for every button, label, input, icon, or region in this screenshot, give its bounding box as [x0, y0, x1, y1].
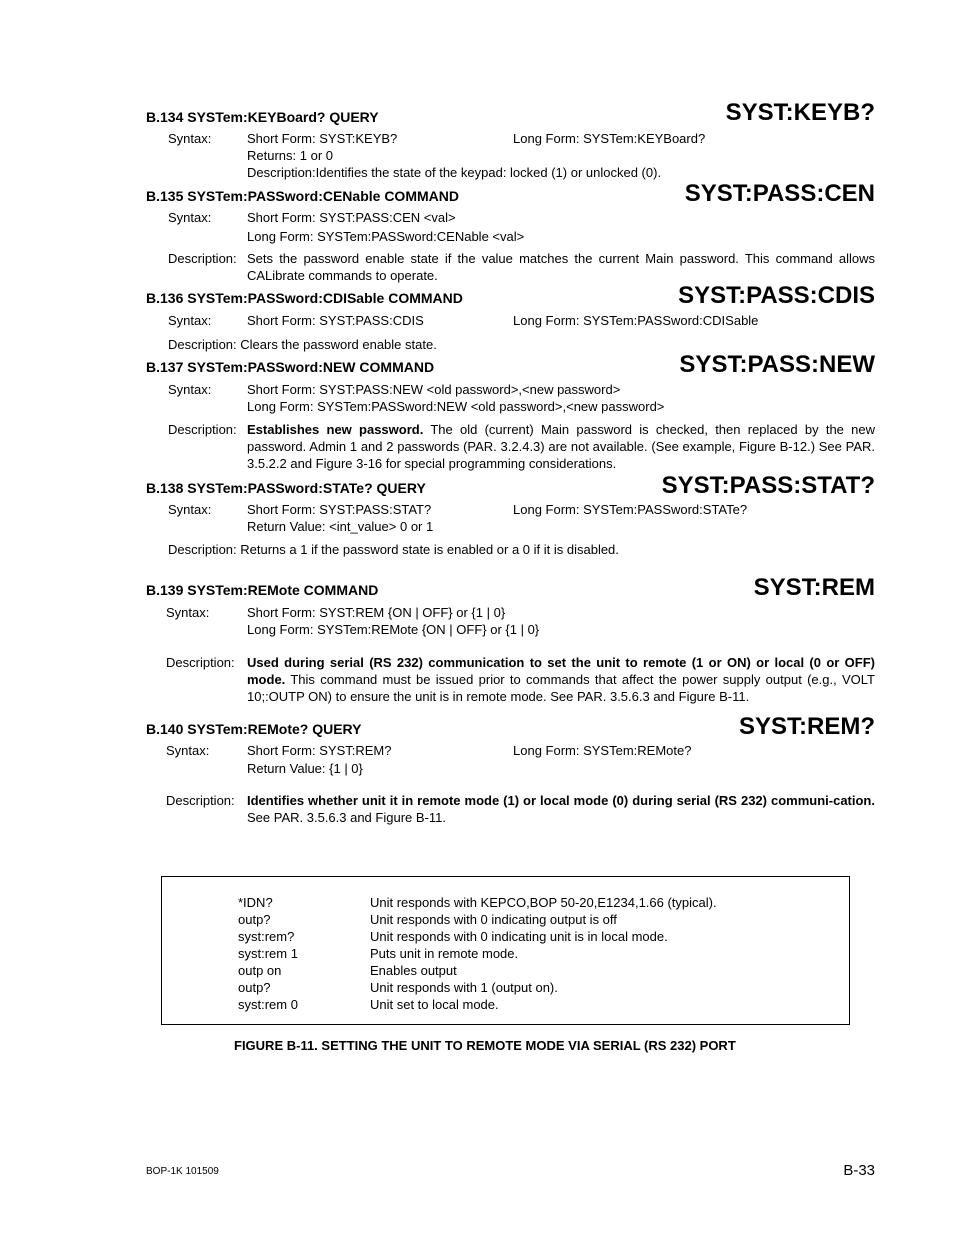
section-title-b136: B.136 SYSTem:PASSword:CDISable COMMAND — [146, 290, 463, 306]
figure-response: Unit responds with 0 indicating output is off — [370, 912, 617, 927]
short-form: Short Form: SYST:KEYB? — [247, 131, 398, 146]
description-text: See PAR. 3.5.6.3 and Figure B-11. — [247, 810, 446, 825]
figure-command: *IDN? — [238, 895, 273, 910]
syntax-label: Syntax: — [168, 131, 212, 146]
section-title-b134: B.134 SYSTem:KEYBoard? QUERY — [146, 109, 379, 125]
figure-box — [161, 876, 850, 1025]
description — [247, 421, 875, 472]
long-form: Long Form: SYSTem:PASSword:STATe? — [513, 502, 748, 517]
long-form: Long Form: SYSTem:REMote? — [513, 743, 692, 758]
syntax-label: Syntax: — [168, 313, 212, 328]
short-form: Short Form: SYST:PASS:NEW <old password>,<new password> — [247, 382, 621, 397]
description-label: Description: — [166, 655, 235, 670]
description — [247, 792, 875, 826]
mnemonic-b139: SYST:REM — [753, 574, 875, 601]
returns: Returns: 1 or 0 — [247, 148, 333, 163]
section-title-b137: B.137 SYSTem:PASSword:NEW COMMAND — [146, 359, 435, 375]
figure-command: outp? — [238, 912, 271, 927]
description-label: Description: — [168, 251, 237, 266]
mnemonic-b135: SYST:PASS:CEN — [684, 180, 875, 207]
figure-response: Unit responds with 1 (output on). — [370, 980, 558, 995]
return-value: Return Value: <int_value> 0 or 1 — [247, 519, 434, 534]
return-value: Return Value: {1 | 0} — [247, 761, 363, 776]
figure-response: Puts unit in remote mode. — [370, 946, 519, 961]
short-form: Short Form: SYST:PASS:CDIS — [247, 313, 424, 328]
syntax-label: Syntax: — [168, 210, 212, 225]
description-label: Description: — [166, 793, 235, 808]
figure-command: outp? — [238, 980, 271, 995]
figure-response: Enables output — [370, 963, 457, 978]
figure-response: Unit responds with 0 indicating unit is in local mode. — [370, 929, 668, 944]
mnemonic-b138: SYST:PASS:STAT? — [661, 472, 875, 499]
description-text: This command must be issued prior to commands that affect the power supply output (e.g., VOLT 10;:OUTP ON) to ensure the unit is in remote mode. See PAR. 3.5.6.3 and Figure B-11. — [247, 672, 875, 704]
description — [247, 250, 875, 284]
description: Description: Returns a 1 if the password state is enabled or a 0 if it is disabled. — [168, 542, 619, 557]
long-form: Long Form: SYSTem:REMote {ON | OFF} or {1 | 0} — [247, 622, 540, 637]
long-form: Long Form: SYSTem:PASSword:CENable <val> — [247, 229, 525, 244]
description: Description:Identifies the state of the keypad: locked (1) or unlocked (0). — [247, 165, 662, 180]
description — [247, 654, 875, 705]
syntax-label: Syntax: — [166, 605, 210, 620]
section-title-b135: B.135 SYSTem:PASSword:CENable COMMAND — [146, 188, 459, 204]
figure-command: outp on — [238, 963, 282, 978]
long-form: Long Form: SYSTem:PASSword:NEW <old password>,<new password> — [247, 399, 665, 414]
mnemonic-b140: SYST:REM? — [738, 713, 875, 740]
figure-command: syst:rem? — [238, 929, 295, 944]
footer-doc-id: BOP-1K 101509 — [146, 1166, 219, 1177]
short-form: Short Form: SYST:PASS:STAT? — [247, 502, 432, 517]
mnemonic-b134: SYST:KEYB? — [725, 99, 875, 126]
description-bold: Identifies whether unit it in remote mode (1) or local mode (0) during serial (RS 232) communi-cation. — [247, 793, 875, 808]
description-text: Sets the password enable state if the value matches the current Main password. This command allows CALibrate commands to operate. — [247, 251, 875, 283]
section-title-b138: B.138 SYSTem:PASSword:STATe? QUERY — [146, 480, 426, 496]
syntax-label: Syntax: — [168, 502, 212, 517]
short-form: Short Form: SYST:REM? — [247, 743, 392, 758]
short-form: Short Form: SYST:REM {ON | OFF} or {1 | 0} — [247, 605, 506, 620]
description-label: Description: — [168, 422, 237, 437]
description-bold: Used during serial (RS 232) communication to set the unit to remote (1 or ON) or local (0 or OFF) mode. — [247, 655, 875, 687]
long-form: Long Form: SYSTem:KEYBoard? — [513, 131, 706, 146]
description-text: The old (current) Main password is checked, then replaced by the new password. Admin 1 and 2 passwords (PAR. 3.2.4.3) are not available. (See example, Figure B-12.) See PAR. 3.5.2.2 and Figure 3-16 for special programming considerations. — [247, 422, 876, 471]
figure-command: syst:rem 1 — [238, 946, 298, 961]
syntax-label: Syntax: — [168, 382, 212, 397]
page-number: B-33 — [843, 1162, 875, 1179]
mnemonic-b136: SYST:PASS:CDIS — [678, 282, 875, 309]
description: Description: Clears the password enable state. — [168, 337, 437, 352]
syntax-label: Syntax: — [166, 743, 210, 758]
figure-response: Unit responds with KEPCO,BOP 50-20,E1234,1.66 (typical). — [370, 895, 717, 910]
figure-caption: FIGURE B-11. SETTING THE UNIT TO REMOTE MODE VIA SERIAL (RS 232) PORT — [234, 1038, 736, 1053]
figure-response: Unit set to local mode. — [370, 997, 499, 1012]
long-form: Long Form: SYSTem:PASSword:CDISable — [513, 313, 759, 328]
section-title-b139: B.139 SYSTem:REMote COMMAND — [146, 582, 379, 598]
figure-command: syst:rem 0 — [238, 997, 298, 1012]
description-bold: Establishes new password. — [247, 422, 424, 437]
mnemonic-b137: SYST:PASS:NEW — [679, 351, 875, 378]
short-form: Short Form: SYST:PASS:CEN <val> — [247, 210, 456, 225]
section-title-b140: B.140 SYSTem:REMote? QUERY — [146, 721, 362, 737]
